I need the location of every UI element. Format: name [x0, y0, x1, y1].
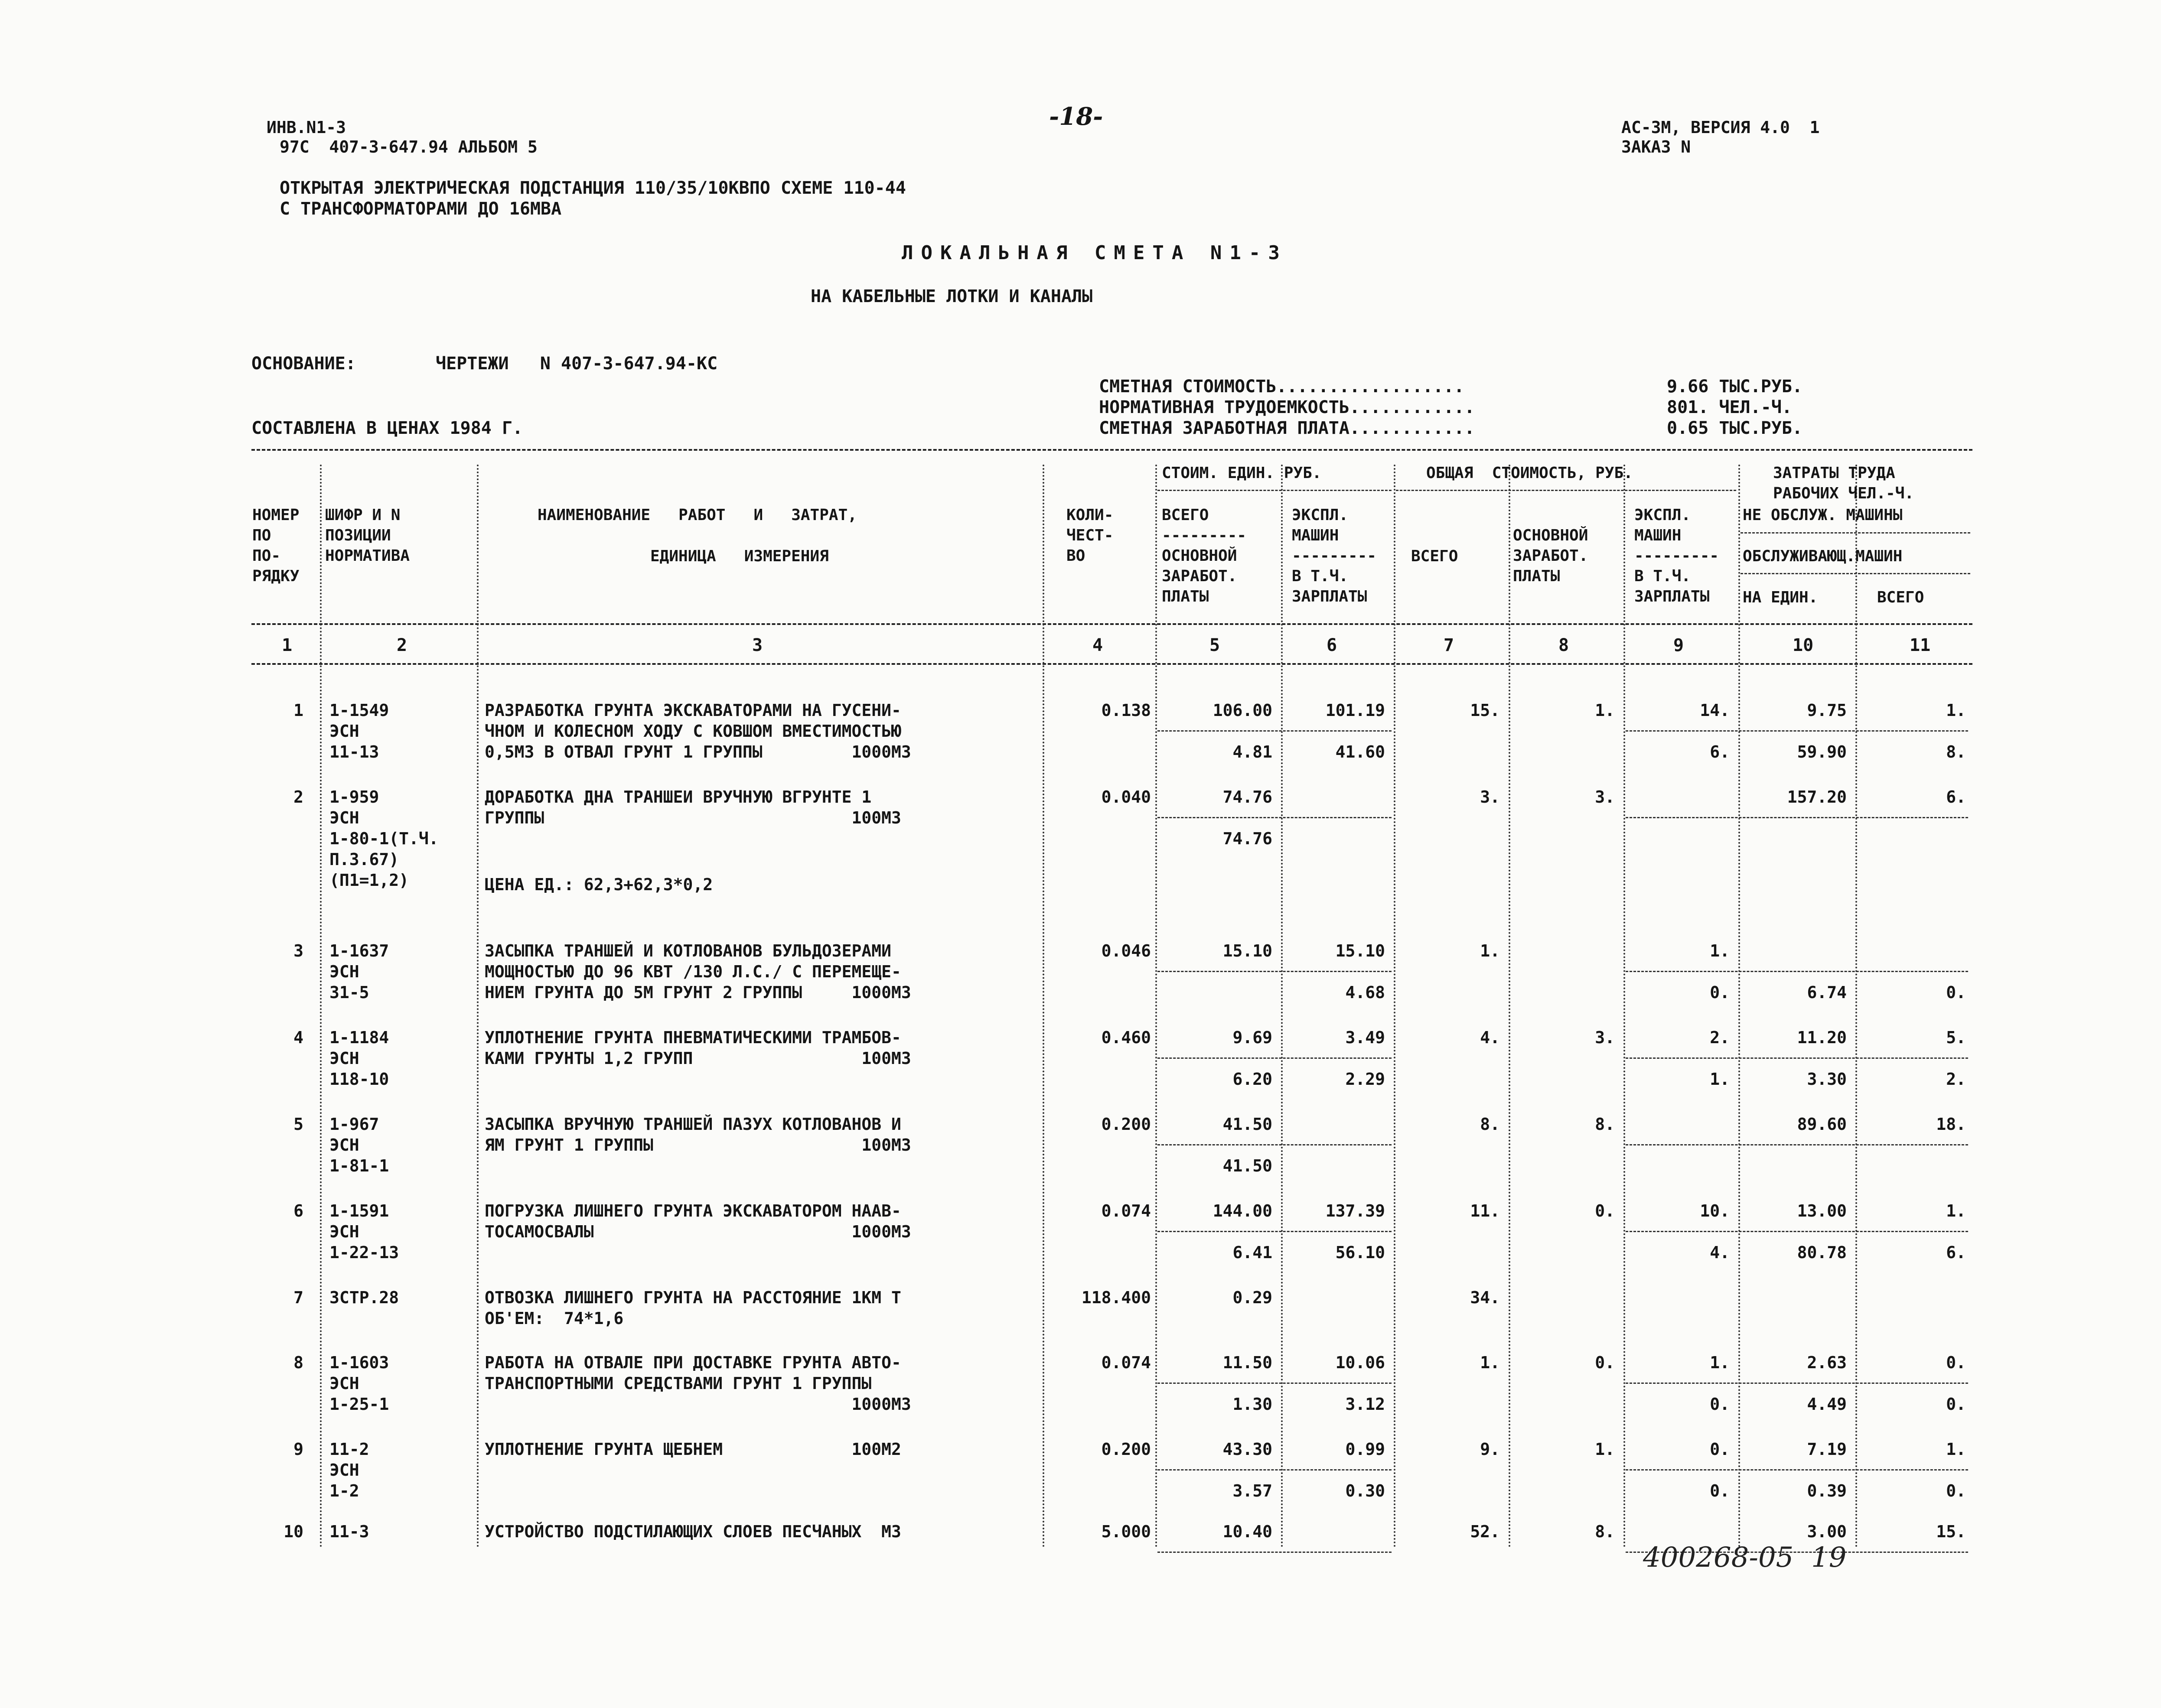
unit-base-wages: 1.30 — [1232, 1395, 1272, 1414]
work-name: ЗАСЫПКА ВРУЧНУЮ ТРАНШЕЙ ПАЗУХ КОТЛОВАНОВ И — [485, 1115, 901, 1134]
summary-value-wages: 0.65 ТЫС.РУБ. — [1667, 418, 1803, 438]
unit-machine-wages: 4.68 — [1345, 983, 1385, 1002]
handwritten-note: 400268-05 19 — [1643, 1542, 1847, 1574]
total-cost: 15. — [1470, 701, 1500, 720]
summary-value-cost: 9.66 ТЫС.РУБ. — [1667, 377, 1803, 397]
labor-serving-per-unit: 3.30 — [1807, 1070, 1847, 1089]
quantity: 0.460 — [1101, 1028, 1151, 1047]
work-name: ТОСАМОСВАЛЫ 1000М3 — [485, 1222, 911, 1241]
norm-code: 1-1591 — [329, 1201, 389, 1220]
work-name: УПЛОТНЕНИЕ ГРУНТА ЩЕБНЕМ 100М2 — [485, 1440, 901, 1459]
summary-label-wages: СМЕТНАЯ ЗАРАБОТНАЯ ПЛАТА............ — [1099, 418, 1475, 438]
machines-cost: 2. — [1710, 1028, 1730, 1047]
work-name: 1000М3 — [485, 1395, 911, 1414]
labor-serving-per-unit: 0.39 — [1807, 1481, 1847, 1500]
cell-divider — [1626, 1144, 1968, 1145]
unit-base-wages: 41.50 — [1222, 1156, 1272, 1175]
row-number: 4 — [293, 1028, 303, 1047]
price-note: ЦЕНА ЕД.: 62,3+62,3*0,2 — [485, 875, 713, 894]
unit-total: 15.10 — [1222, 941, 1272, 960]
album-reference: 97С 407-3-647.94 АЛЬБОМ 5 — [280, 137, 538, 156]
norm-code: 11-13 — [329, 742, 379, 761]
work-name: РАБОТА НА ОТВАЛЕ ПРИ ДОСТАВКЕ ГРУНТА АВТО- — [485, 1353, 901, 1372]
work-name: ОТВОЗКА ЛИШНЕГО ГРУНТА НА РАССТОЯНИЕ 1КМ Т — [485, 1288, 901, 1307]
quantity: 5.000 — [1101, 1522, 1151, 1541]
price-note: ОБ'ЕМ: 74*1,6 — [485, 1309, 624, 1328]
col-header-total-cost-group: ОБЩАЯ СТОИМОСТЬ, РУБ. — [1426, 464, 1633, 482]
quantity: 118.400 — [1081, 1288, 1151, 1307]
col-header-labor-serving: ОБСЛУЖИВАЮЩ.МАШИН — [1743, 547, 1903, 565]
norm-code: П.3.67) — [329, 850, 399, 869]
unit-machines: 15.10 — [1335, 941, 1385, 960]
labor-per-unit: 157.20 — [1787, 787, 1847, 807]
column-number: 8 — [1558, 635, 1569, 655]
machines-cost: 0. — [1710, 1440, 1730, 1459]
table-top-rule — [251, 449, 1972, 451]
cell-divider — [1157, 1469, 1392, 1471]
total-cost: 9. — [1480, 1440, 1500, 1459]
total-cost: 8. — [1480, 1115, 1500, 1134]
header-divider — [1157, 490, 1392, 491]
norm-code: 1-2 — [329, 1481, 359, 1500]
labor-total: 15. — [1936, 1522, 1966, 1541]
norm-code: 31-5 — [329, 983, 369, 1002]
norm-code: 11-3 — [329, 1522, 369, 1541]
unit-base-wages: 6.41 — [1232, 1243, 1272, 1262]
unit-total: 74.76 — [1222, 787, 1272, 807]
quantity: 0.046 — [1101, 941, 1151, 960]
cell-divider — [1157, 971, 1392, 972]
object-name-line2: С ТРАНСФОРМАТОРАМИ ДО 16МВА — [280, 199, 562, 219]
norm-code: ЭСН — [329, 962, 359, 981]
labor-total: 18. — [1936, 1115, 1966, 1134]
work-name: ЧНОМ И КОЛЕСНОМ ХОДУ С КОВШОМ ВМЕСТИМОСТЬЮ — [485, 722, 901, 741]
base-wages: 0. — [1595, 1353, 1615, 1372]
column-number: 1 — [282, 635, 293, 655]
machine-wages: 0. — [1710, 1395, 1730, 1414]
work-name: ГРУППЫ 100М3 — [485, 808, 901, 827]
version-info: АС-3М, ВЕРСИЯ 4.0 1 — [1621, 118, 1820, 137]
col-header-code: ШИФР И N ПОЗИЦИИ НОРМАТИВА — [325, 506, 410, 565]
total-cost: 34. — [1470, 1288, 1500, 1307]
col-header-unit-cost-group: СТОИМ. ЕДИН. РУБ. — [1162, 464, 1322, 482]
work-name: МОЩНОСТЬЮ ДО 96 КВТ /130 Л.С./ С ПЕРЕМЕЩЕ- — [485, 962, 901, 981]
unit-machines: 10.06 — [1335, 1353, 1385, 1372]
prices-note: СОСТАВЛЕНА В ЦЕНАХ 1984 Г. — [251, 418, 523, 438]
norm-code: 118-10 — [329, 1070, 389, 1089]
unit-total: 144.00 — [1213, 1201, 1272, 1220]
labor-serving-per-unit: 4.49 — [1807, 1395, 1847, 1414]
labor-serving-per-unit: 80.78 — [1797, 1243, 1847, 1262]
total-cost: 3. — [1480, 787, 1500, 807]
inventory-number: ИНВ.N1-3 — [267, 118, 346, 137]
unit-base-wages: 4.81 — [1232, 742, 1272, 761]
total-cost: 52. — [1470, 1522, 1500, 1541]
page-number: -18- — [1049, 102, 1103, 131]
unit-machines: 101.19 — [1325, 701, 1385, 720]
unit-total: 0.29 — [1232, 1288, 1272, 1307]
unit-total: 43.30 — [1222, 1440, 1272, 1459]
work-name: КАМИ ГРУНТЫ 1,2 ГРУПП 100М3 — [485, 1049, 911, 1068]
document-subtitle: НА КАБЕЛЬНЫЕ ЛОТКИ И КАНАЛЫ — [811, 286, 1093, 306]
order-number: ЗАКАЗ N — [1621, 137, 1691, 156]
machine-wages: 0. — [1710, 1481, 1730, 1500]
cell-divider — [1626, 730, 1968, 732]
norm-code: ЭСН — [329, 1049, 359, 1068]
col-separator — [477, 465, 479, 1548]
norm-code: 1-22-13 — [329, 1243, 399, 1262]
work-name: ДОРАБОТКА ДНА ТРАНШЕИ ВРУЧНУЮ ВГРУНТЕ 1 — [485, 787, 872, 807]
col-header-per-unit: НА ЕДИН. — [1743, 589, 1818, 606]
base-wages: 0. — [1595, 1201, 1615, 1220]
col-header-labor-group: ЗАТРАТЫ ТРУДА РАБОЧИХ ЧЕЛ.-Ч. — [1773, 464, 1914, 502]
row-number: 6 — [293, 1201, 303, 1220]
labor-serving-total: 0. — [1946, 1481, 1966, 1500]
col-header-labor-total: ВСЕГО — [1877, 589, 1924, 606]
cell-divider — [1626, 817, 1968, 818]
row-number: 3 — [293, 941, 303, 960]
column-number: 9 — [1673, 635, 1684, 655]
col-separator — [1281, 465, 1283, 1548]
labor-total: 1. — [1946, 1440, 1966, 1459]
labor-total: 0. — [1946, 1353, 1966, 1372]
unit-total: 9.69 — [1232, 1028, 1272, 1047]
unit-machine-wages: 3.12 — [1345, 1395, 1385, 1414]
col-header-row-number: НОМЕР ПО ПО- РЯДКУ — [252, 506, 300, 585]
total-cost: 11. — [1470, 1201, 1500, 1220]
header-divider — [1741, 532, 1970, 534]
row-number: 7 — [293, 1288, 303, 1307]
work-name: УСТРОЙСТВО ПОДСТИЛАЮЩИХ СЛОЕВ ПЕСЧАНЫХ М3 — [485, 1522, 901, 1541]
labor-serving-total: 6. — [1946, 1243, 1966, 1262]
unit-base-wages: 6.20 — [1232, 1070, 1272, 1089]
row-number: 5 — [293, 1115, 303, 1134]
cell-divider — [1626, 1231, 1968, 1232]
quantity: 0.040 — [1101, 787, 1151, 807]
norm-code: ЭСН — [329, 1135, 359, 1155]
header-bottom-rule — [251, 623, 1972, 625]
norm-code: 1-25-1 — [329, 1395, 389, 1414]
cell-divider — [1157, 730, 1392, 732]
norm-code: ЭСН — [329, 1374, 359, 1393]
cell-divider — [1157, 1231, 1392, 1232]
labor-per-unit: 7.19 — [1807, 1440, 1847, 1459]
summary-label-labor: НОРМАТИВНАЯ ТРУДОЕМКОСТЬ............ — [1099, 397, 1475, 417]
quantity: 0.074 — [1101, 1353, 1151, 1372]
norm-code: ЭСН — [329, 722, 359, 741]
norm-code: ЗСТР.28 — [329, 1288, 399, 1307]
labor-per-unit: 89.60 — [1797, 1115, 1847, 1134]
norm-code: 1-959 — [329, 787, 379, 807]
col-separator — [1738, 465, 1740, 1548]
quantity: 0.200 — [1101, 1440, 1151, 1459]
work-name: РАЗРАБОТКА ГРУНТА ЭКСКАВАТОРАМИ НА ГУСЕНИ- — [485, 701, 901, 720]
column-number: 7 — [1444, 635, 1454, 655]
total-cost: 1. — [1480, 1353, 1500, 1372]
norm-code: ЭСН — [329, 1222, 359, 1241]
column-number: 5 — [1209, 635, 1220, 655]
machines-cost: 14. — [1700, 701, 1730, 720]
unit-total: 11.50 — [1222, 1353, 1272, 1372]
norm-code: 1-80-1(Т.Ч. — [329, 829, 439, 848]
row-number: 9 — [293, 1440, 303, 1459]
unit-total: 41.50 — [1222, 1115, 1272, 1134]
norm-code: 1-1603 — [329, 1353, 389, 1372]
col-header-unit: ЕДИНИЦА ИЗМЕРЕНИЯ — [650, 547, 829, 565]
unit-machine-wages: 41.60 — [1335, 742, 1385, 761]
labor-total: 5. — [1946, 1028, 1966, 1047]
unit-machine-wages: 56.10 — [1335, 1243, 1385, 1262]
column-number: 3 — [752, 635, 763, 655]
col-header-labor-not-serving: НЕ ОБСЛУЖ. МАШИНЫ — [1743, 506, 1903, 524]
labor-per-unit: 13.00 — [1797, 1201, 1847, 1220]
col-header-base-wages: ОСНОВНОЙ ЗАРАБОТ. ПЛАТЫ — [1513, 527, 1588, 585]
col-separator — [1043, 465, 1044, 1548]
labor-per-unit: 3.00 — [1807, 1522, 1847, 1541]
col-header-total: ВСЕГО — [1411, 547, 1458, 565]
cell-divider — [1626, 1057, 1968, 1059]
total-cost: 4. — [1480, 1028, 1500, 1047]
object-name-line1: ОТКРЫТАЯ ЭЛЕКТРИЧЕСКАЯ ПОДСТАНЦИЯ 110/35/10КВПО СХЕМЕ 110-44 — [280, 178, 906, 198]
machine-wages: 6. — [1710, 742, 1730, 761]
labor-total: 6. — [1946, 787, 1966, 807]
labor-serving-total: 2. — [1946, 1070, 1966, 1089]
column-number: 2 — [397, 635, 407, 655]
col-header-unit-total: ВСЕГО --------- ОСНОВНОЙ ЗАРАБОТ. ПЛАТЫ — [1162, 506, 1247, 605]
labor-per-unit: 11.20 — [1797, 1028, 1847, 1047]
unit-machine-wages: 0.30 — [1345, 1481, 1385, 1500]
header-divider — [1741, 573, 1970, 574]
summary-label-cost: СМЕТНАЯ СТОИМОСТЬ.................. — [1099, 377, 1464, 397]
base-wages: 8. — [1595, 1522, 1615, 1541]
base-wages: 3. — [1595, 787, 1615, 807]
basis-label: ОСНОВАНИЕ: — [251, 354, 356, 374]
row-number: 8 — [293, 1353, 303, 1372]
unit-total: 106.00 — [1213, 701, 1272, 720]
col-separator — [1509, 465, 1510, 1548]
work-name: ТРАНСПОРТНЫМИ СРЕДСТВАМИ ГРУНТ 1 ГРУППЫ — [485, 1374, 872, 1393]
cell-divider — [1626, 1383, 1968, 1384]
basis-value: ЧЕРТЕЖИ N 407-3-647.94-КС — [436, 354, 718, 374]
labor-total: 1. — [1946, 1201, 1966, 1220]
work-name: УПЛОТНЕНИЕ ГРУНТА ПНЕВМАТИЧЕСКИМИ ТРАМБОВ- — [485, 1028, 901, 1047]
labor-serving-total: 0. — [1946, 983, 1966, 1002]
base-wages: 8. — [1595, 1115, 1615, 1134]
norm-code: (П1=1,2) — [329, 871, 409, 890]
machines-cost: 1. — [1710, 1353, 1730, 1372]
norm-code: 1-1637 — [329, 941, 389, 960]
machine-wages: 4. — [1710, 1243, 1730, 1262]
column-number: 6 — [1327, 635, 1337, 655]
row-number: 2 — [293, 787, 303, 807]
row-number: 1 — [293, 701, 303, 720]
total-cost: 1. — [1480, 941, 1500, 960]
col-separator — [320, 465, 322, 1548]
work-name: НИЕМ ГРУНТА ДО 5М ГРУНТ 2 ГРУППЫ 1000М3 — [485, 983, 911, 1002]
col-separator — [1623, 465, 1625, 1548]
cell-divider — [1157, 1383, 1392, 1384]
norm-code: ЭСН — [329, 808, 359, 827]
labor-total: 1. — [1946, 701, 1966, 720]
work-name: ЯМ ГРУНТ 1 ГРУППЫ 100М3 — [485, 1135, 911, 1155]
cell-divider — [1157, 1144, 1392, 1145]
unit-base-wages: 74.76 — [1222, 829, 1272, 848]
labor-per-unit: 2.63 — [1807, 1353, 1847, 1372]
cell-divider — [1626, 971, 1968, 972]
row-number: 10 — [284, 1522, 303, 1541]
cell-divider — [1157, 1552, 1392, 1553]
norm-code: 1-1184 — [329, 1028, 389, 1047]
column-number: 11 — [1910, 635, 1931, 655]
col-header-work-name: НАИМЕНОВАНИЕ РАБОТ И ЗАТРАТ, — [538, 506, 857, 524]
cell-divider — [1157, 1057, 1392, 1059]
norm-code: 11-2 — [329, 1440, 369, 1459]
unit-machines: 3.49 — [1345, 1028, 1385, 1047]
labor-per-unit: 9.75 — [1807, 701, 1847, 720]
norm-code: 1-1549 — [329, 701, 389, 720]
machine-wages: 0. — [1710, 983, 1730, 1002]
summary-value-labor: 801. ЧЕЛ.-Ч. — [1667, 397, 1792, 417]
work-name: ПОГРУЗКА ЛИШНЕГО ГРУНТА ЭКСКАВАТОРОМ НААВ- — [485, 1201, 901, 1220]
column-number: 10 — [1793, 635, 1814, 655]
col-header-total-machines: ЭКСПЛ. МАШИН --------- В Т.Ч. ЗАРПЛАТЫ — [1634, 506, 1719, 605]
unit-machine-wages: 2.29 — [1345, 1070, 1385, 1089]
base-wages: 1. — [1595, 701, 1615, 720]
document-title: ЛОКАЛЬНАЯ СМЕТА N1-3 — [902, 242, 1287, 264]
norm-code: 1-81-1 — [329, 1156, 389, 1175]
col-header-unit-machines: ЭКСПЛ. МАШИН --------- В Т.Ч. ЗАРПЛАТЫ — [1292, 506, 1377, 605]
quantity: 0.200 — [1101, 1115, 1151, 1134]
col-separator — [1155, 465, 1157, 1548]
unit-total: 10.40 — [1222, 1522, 1272, 1541]
unit-base-wages: 3.57 — [1232, 1481, 1272, 1500]
colnum-bottom-rule — [251, 663, 1972, 665]
norm-code: ЭСН — [329, 1461, 359, 1480]
col-separator — [1855, 465, 1857, 1548]
base-wages: 1. — [1595, 1440, 1615, 1459]
norm-code: 1-967 — [329, 1115, 379, 1134]
labor-serving-per-unit: 6.74 — [1807, 983, 1847, 1002]
labor-serving-total: 0. — [1946, 1395, 1966, 1414]
labor-serving-per-unit: 59.90 — [1797, 742, 1847, 761]
machine-wages: 1. — [1710, 1070, 1730, 1089]
unit-machines: 0.99 — [1345, 1440, 1385, 1459]
quantity: 0.074 — [1101, 1201, 1151, 1220]
base-wages: 3. — [1595, 1028, 1615, 1047]
unit-machines: 137.39 — [1325, 1201, 1385, 1220]
machines-cost: 10. — [1700, 1201, 1730, 1220]
cell-divider — [1157, 817, 1392, 818]
labor-serving-total: 8. — [1946, 742, 1966, 761]
col-separator — [1394, 465, 1395, 1548]
quantity: 0.138 — [1101, 701, 1151, 720]
work-name: ЗАСЫПКА ТРАНШЕЙ И КОТЛОВАНОВ БУЛЬДОЗЕРАМИ — [485, 941, 891, 960]
work-name: 0,5М3 В ОТВАЛ ГРУНТ 1 ГРУППЫ 1000М3 — [485, 742, 911, 761]
cell-divider — [1626, 1469, 1968, 1471]
column-number: 4 — [1092, 635, 1103, 655]
header-divider — [1396, 490, 1736, 491]
machines-cost: 1. — [1710, 941, 1730, 960]
col-header-quantity: КОЛИ- ЧЕСТ- ВО — [1066, 506, 1114, 565]
